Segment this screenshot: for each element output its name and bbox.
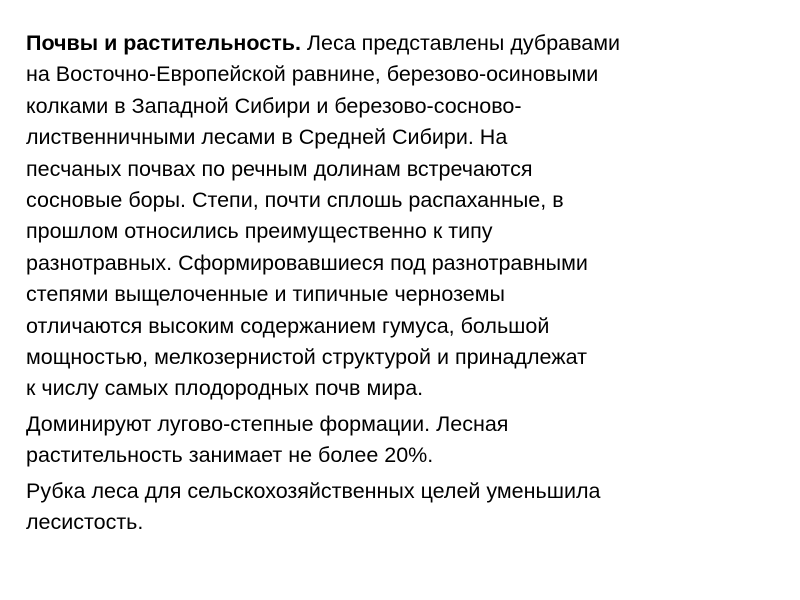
text-line: отличаются высоким содержанием гумуса, большой [26, 313, 550, 338]
text-line: степями выщелоченные и типичные черноземы [26, 282, 505, 307]
text-line: мощностью, мелкозернистой структурой и принадлежат [26, 345, 587, 370]
text-line: прошлом относились преимущественно к типу [26, 219, 493, 244]
text-line: сосновые боры. Степи, почти сплошь распаханные, в [26, 188, 564, 213]
text-line: лесистость. [26, 510, 144, 535]
paragraph-heading: Почвы и растительность. [26, 31, 301, 55]
paragraph-logging [26, 476, 776, 539]
paragraph-meadow-steppe [26, 409, 776, 472]
text-line: Почвы и растительность. Леса представлены дубравами [26, 31, 621, 55]
text-line: песчаных почвах по речным долинам встречаются [26, 156, 533, 181]
text-line: Доминируют лугово-степные формации. Лесная [26, 411, 509, 436]
text-line: Рубка леса для сельскохозяйственных целей уменьшила [26, 478, 601, 503]
paragraph-soils-vegetation [26, 28, 776, 405]
text-line: на Восточно-Европейской равнине, березово-осиновыми [26, 62, 599, 87]
text-line: колками в Западной Сибири и березово-сосново- [26, 93, 522, 118]
text-body [26, 28, 776, 539]
text-line: к числу самых плодородных почв мира. [26, 376, 424, 401]
text-line: лиственничными лесами в Средней Сибири. На [26, 125, 508, 150]
text-line: растительность занимает не более 20%. [26, 443, 434, 468]
text-line: разнотравных. Сформировавшиеся под разнотравными [26, 250, 588, 275]
